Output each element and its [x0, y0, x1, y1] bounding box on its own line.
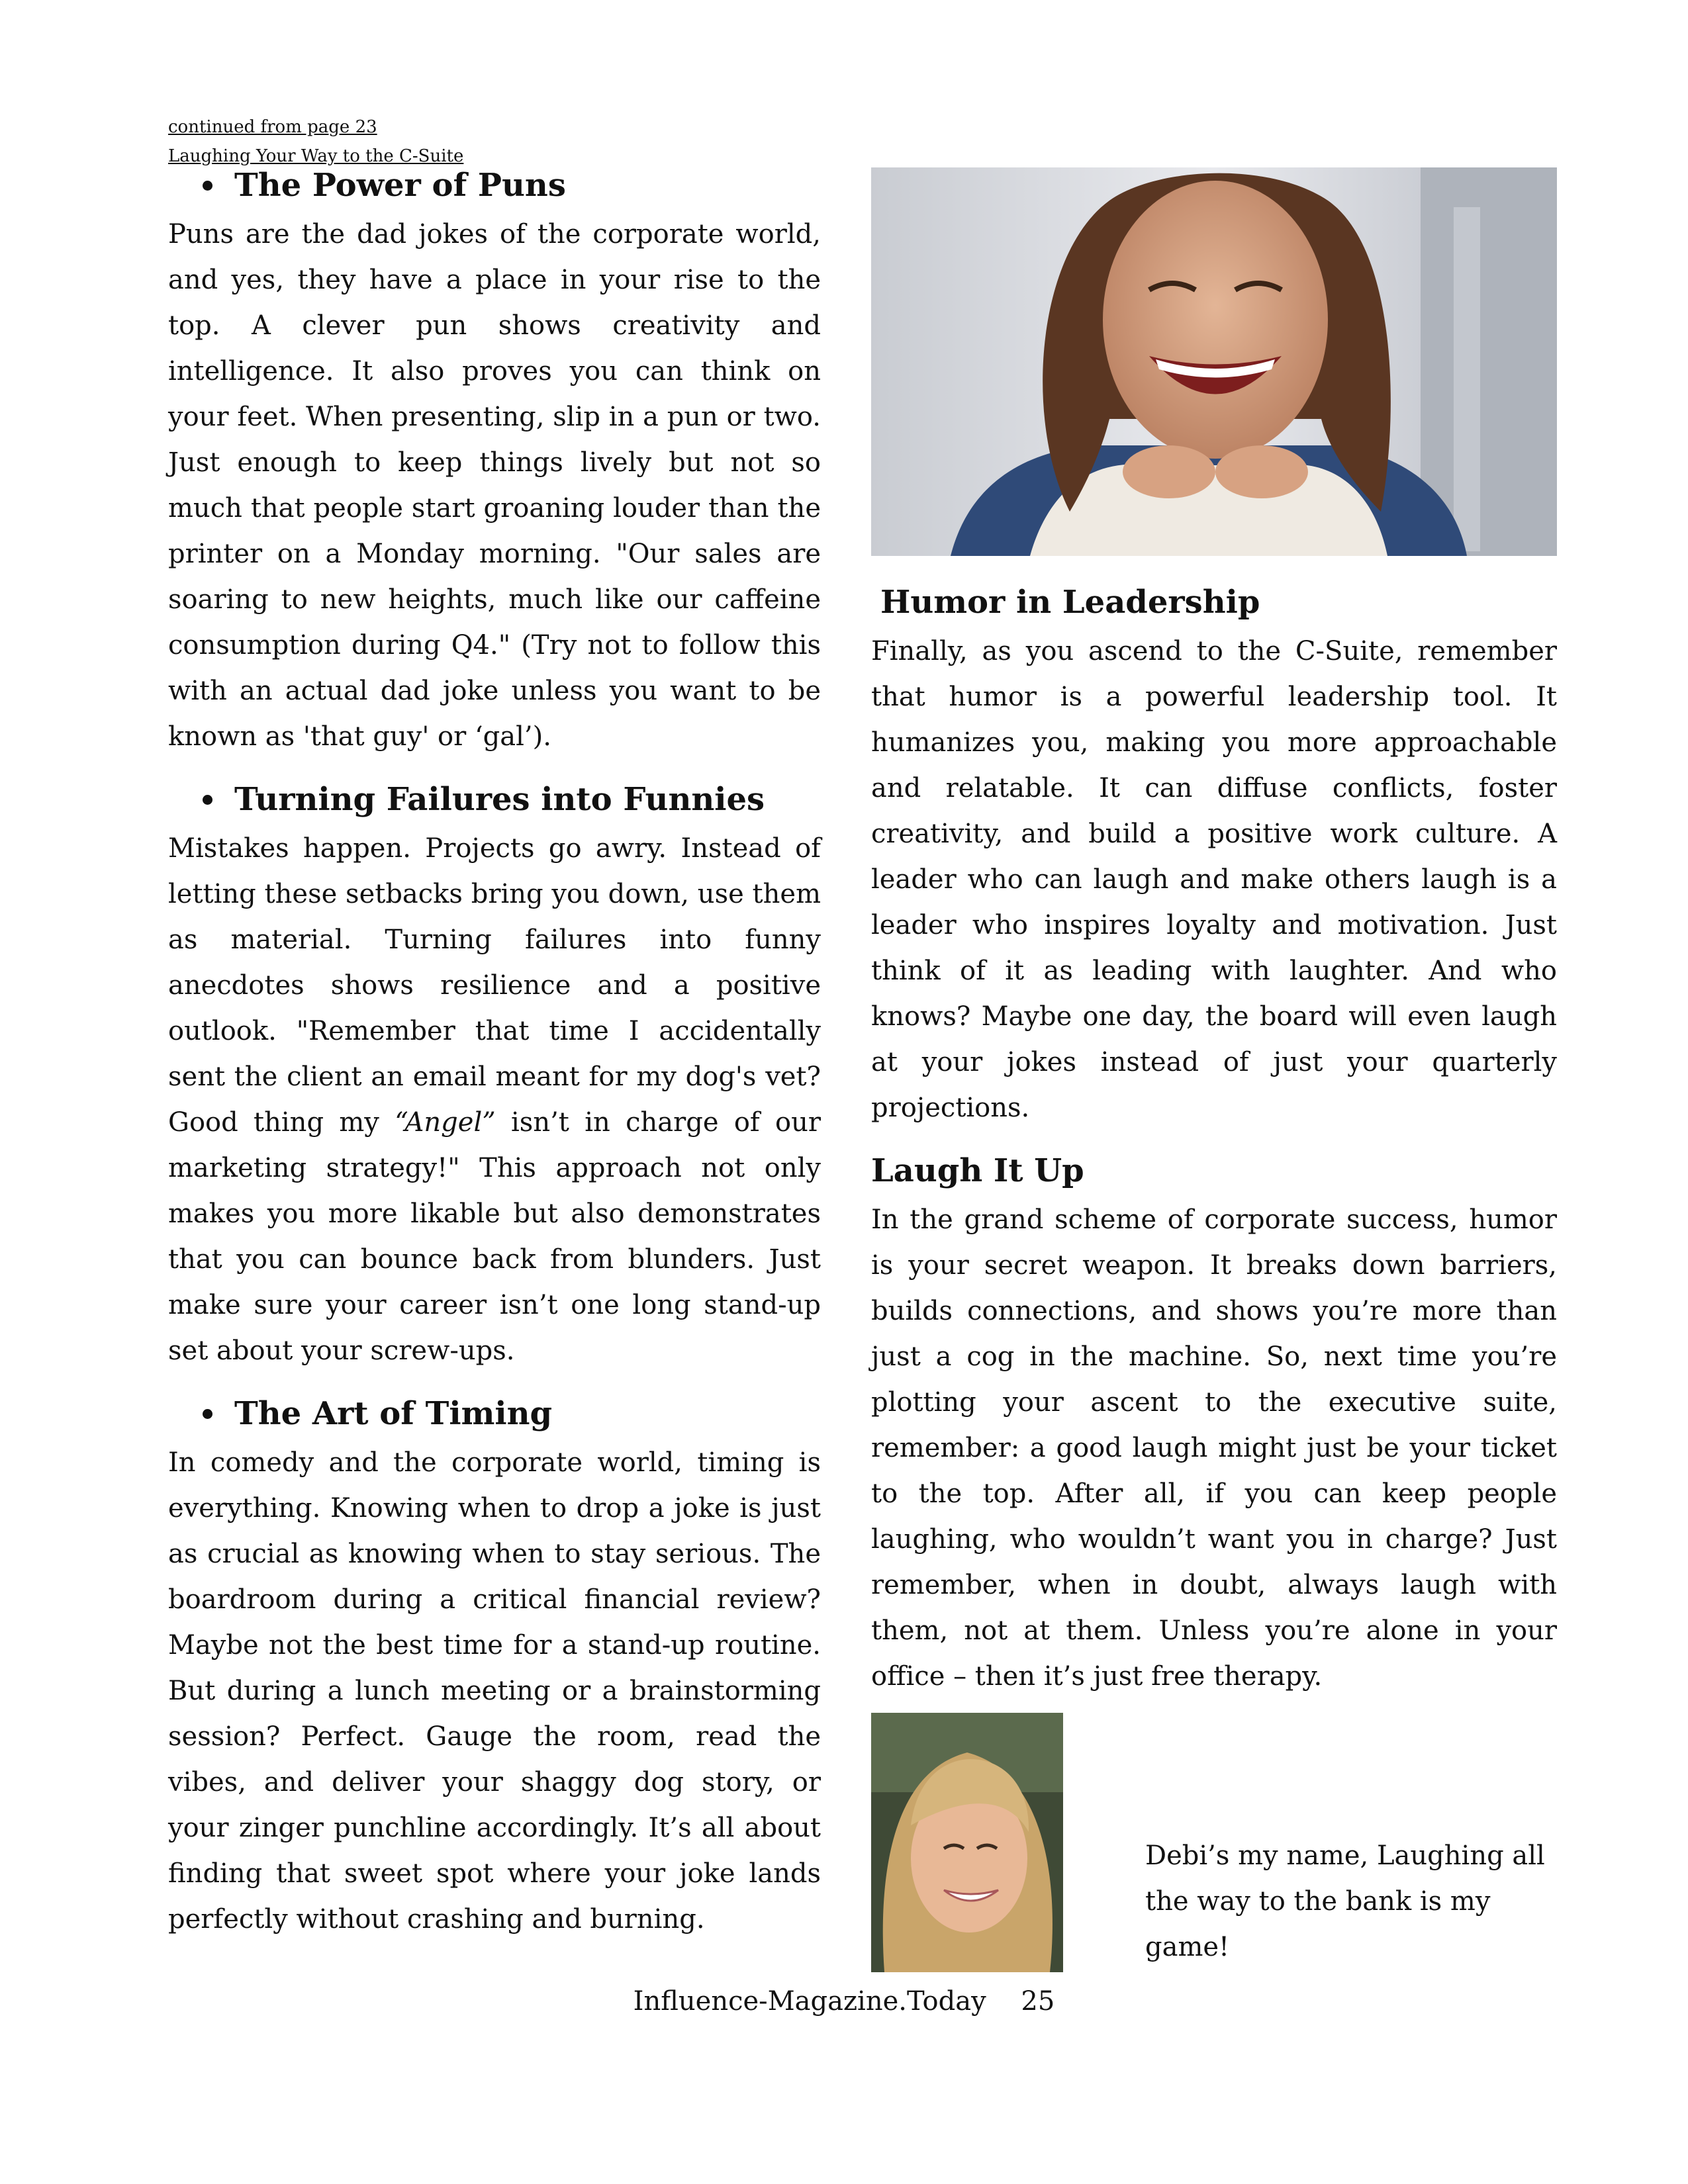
paragraph-italic-text: “Angel” [395, 1107, 496, 1138]
bullet-icon [203, 795, 212, 805]
section-heading-humor-in-leadership: Humor in Leadership [880, 584, 1260, 621]
laughing-woman-photo [871, 167, 1557, 556]
right-column [871, 582, 1557, 1719]
left-column [168, 165, 821, 1962]
page-number: 25 [1021, 1986, 1055, 2017]
continued-header [168, 113, 463, 171]
continued-from-link[interactable]: continued from page 23 [168, 117, 377, 137]
section-heading-art-of-timing [168, 1394, 821, 1433]
article-title-link[interactable]: Laughing Your Way to the C-Suite [168, 146, 464, 166]
paragraph-text: isn’t in charge of our marketing strategy!" This approach not only makes you more likable but also demonstrates that you can bounce back from blunders. Just make sure your career isn’t one long stand-up set about your screw-ups. [168, 1107, 821, 1366]
paragraph-humor-in-leadership: Finally, as you ascend to the C-Suite, remember that humor is a powerful leadership tool. It humanizes you, making you more approachable and relatable. It can diffuse conflicts, foster creativity, and build a positive work culture. A leader who can laugh and make others laugh is a leader who inspires loyalty and motivation. Just think of it as leading with laughter. And who knows? Maybe one day, the board will even laugh at your jokes instead of just your quarterly projections. [871, 636, 1557, 1123]
page-footer [0, 1981, 1688, 2021]
author-photo [871, 1713, 1063, 1972]
heading-text: The Art of Timing [234, 1395, 553, 1432]
paragraph-power-of-puns: Puns are the dad jokes of the corporate world, and yes, they have a place in your rise to the top. A clever pun shows creativity and intelligence. It also proves you can think on your feet. When presenting, slip in a pun or two. Just enough to keep things lively but not so much that people start groaning louder than the printer on a Monday morning. "Our sales are soaring to new heights, much like our caffeine consumption during Q4." (Try not to follow this with an actual dad joke unless you want to be known as 'that guy' or ‘gal’). [168, 219, 821, 752]
section-heading-failures-into-funnies [168, 780, 821, 819]
section-heading-laugh-it-up: Laugh It Up [871, 1152, 1084, 1189]
author-bio: Debi’s my name, Laughing all the way to the bank is my game! [1145, 1841, 1545, 1962]
paragraph-failures-into-funnies [168, 826, 821, 1374]
heading-text: The Power of Puns [234, 167, 566, 204]
bullet-icon [203, 181, 212, 191]
paragraph-art-of-timing: In comedy and the corporate world, timing is everything. Knowing when to drop a joke is just as crucial as knowing when to stay serious. The boardroom during a critical financial review? Maybe not the best time for a stand-up routine. But during a lunch meeting or a brainstorming session? Perfect. Gauge the room, read the vibes, and deliver your shaggy dog story, or your zinger punchline accordingly. It’s all about finding that sweet spot where your joke lands perfectly without crashing and burning. [168, 1447, 821, 1934]
paragraph-laugh-it-up: In the grand scheme of corporate success, humor is your secret weapon. It breaks down barriers, builds connections, and shows you’re more than just a cog in the machine. So, next time you’re plotting your ascent to the executive suite, remember: a good laugh might just be your ticket to the top. After all, if you can keep people laughing, who wouldn’t want you in charge? Just remember, when in doubt, always laugh with them, not at them. Unless you’re alone in your office – then it’s just free therapy. [871, 1205, 1557, 1692]
heading-text: Turning Failures into Funnies [234, 781, 765, 818]
footer-site: Influence-Magazine.Today [633, 1986, 986, 2017]
bullet-icon [203, 1409, 212, 1419]
section-heading-power-of-puns [168, 165, 821, 205]
paragraph-text: Mistakes happen. Projects go awry. Instead of letting these setbacks bring you down, use them as material. Turning failures into funny anecdotes shows resilience and a positive outlook. "Remember that time I accidentally sent the client an email meant for my dog's vet? Good thing my [168, 833, 821, 1138]
